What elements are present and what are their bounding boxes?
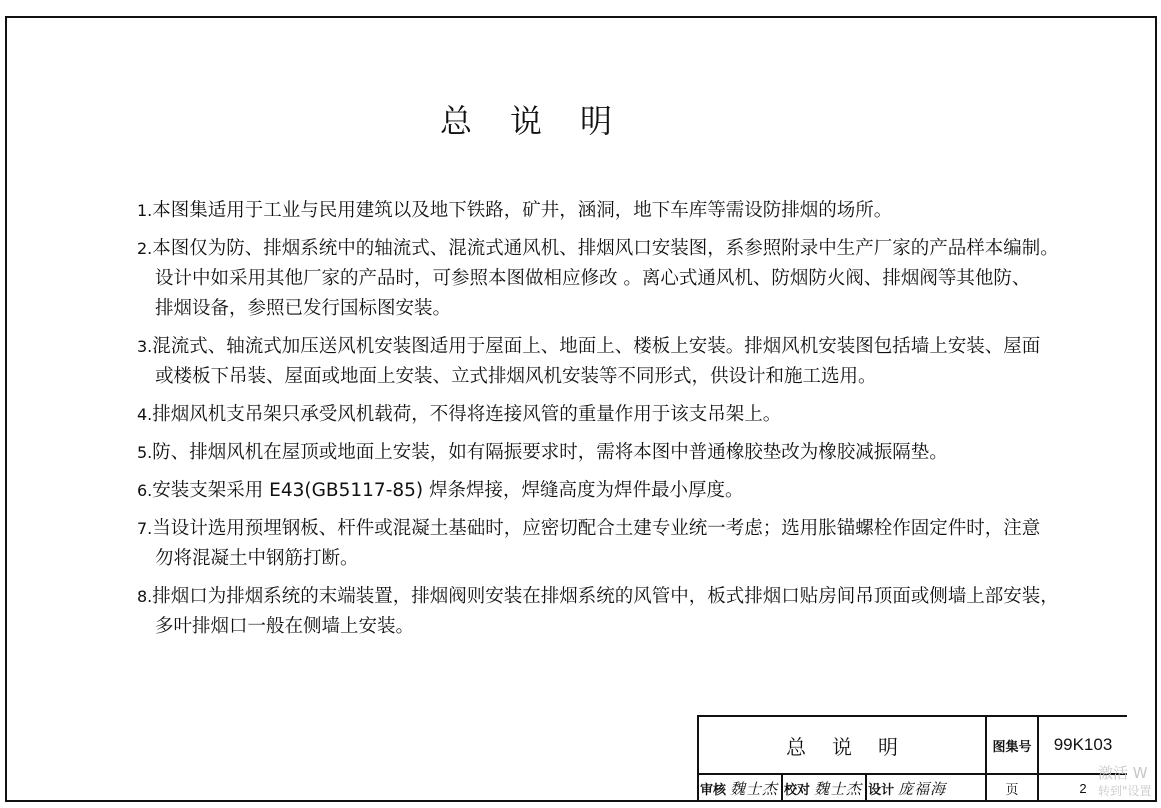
watermark-line: 激活 W: [1098, 764, 1148, 782]
note-number: 8.: [137, 587, 153, 606]
title-block: [697, 715, 1127, 801]
note-text: 防、排烟风机在屋顶或地面上安装，如有隔振要求时，需将本图中普通橡胶垫改为橡胶减振隔垫。: [152, 442, 948, 463]
note-item: [137, 400, 1037, 430]
watermark-line: 转到"设置: [1098, 784, 1152, 798]
note-number: 7.: [137, 519, 153, 538]
design-label: 设计: [868, 782, 895, 798]
note-item: [137, 476, 1037, 506]
note-item: [137, 514, 1041, 574]
note-text: 安装支架采用 E43(GB5117-85) 焊条焊接，焊缝高度为焊件最小厚度。: [152, 480, 744, 501]
review-signature: 魏士杰: [730, 779, 779, 798]
note-item: [137, 234, 1059, 324]
note-text: 多叶排烟口一般在侧墙上安装。: [155, 616, 415, 637]
page-label: 页: [987, 775, 1039, 801]
note-number: 6.: [137, 481, 153, 500]
note-item: [137, 196, 1037, 226]
notes-list: [137, 196, 1059, 650]
note-item: [137, 582, 1059, 642]
signature-row: [699, 775, 987, 801]
page-title: 总说明: [439, 102, 650, 140]
check-label: 校对: [784, 782, 811, 798]
check-signature: 魏士杰: [814, 779, 863, 798]
atlas-number: 99K103: [1039, 717, 1127, 775]
note-number: 3.: [137, 337, 153, 356]
note-text: 排烟风机支吊架只承受风机载荷，不得将连接风管的重量作用于该支吊架上。: [152, 404, 782, 425]
note-text: 勿将混凝土中钢筋打断。: [155, 548, 359, 569]
note-item: [137, 332, 1041, 392]
review-label: 审核: [700, 782, 727, 798]
note-number: 2.: [137, 239, 153, 258]
note-text: 排烟设备，参照已发行国标图安装。: [155, 298, 452, 319]
note-text: 或楼板下吊装、屋面或地面上安装、立式排烟风机安装等不同形式，供设计和施工选用。: [155, 366, 877, 387]
note-item: [137, 438, 1037, 468]
design-signature: 庞福海: [898, 779, 947, 798]
note-number: 1.: [137, 201, 153, 220]
note-number: 5.: [137, 443, 153, 462]
note-text: 排烟口为排烟系统的末端装置，排烟阀则安装在排烟系统的风管中，板式排烟口贴房间吊顶面或侧墙上部安装，: [152, 586, 1059, 607]
page-number: 2: [1079, 780, 1087, 796]
activation-watermark: [1098, 764, 1161, 800]
note-text: 当设计选用预埋钢板、杆件或混凝土基础时，应密切配合土建专业统一考虑；选用胀锚螺栓作固定件时，注意: [152, 518, 1041, 539]
note-text: 设计中如采用其他厂家的产品时，可参照本图做相应修改 。离心式通风机、防烟防火阀、排烟阀等其他防、: [155, 268, 1031, 289]
note-number: 4.: [137, 405, 153, 424]
note-text: 本图集适用于工业与民用建筑以及地下铁路，矿井，涵洞，地下车库等需设防排烟的场所。: [152, 200, 893, 221]
note-text: 本图仅为防、排烟系统中的轴流式、混流式通风机、排烟风口安装图，系参照附录中生产厂家的产品样本编制。: [152, 238, 1059, 259]
note-text: 混流式、轴流式加压送风机安装图适用于屋面上、地面上、楼板上安装。排烟风机安装图包括墙上安装、屋面: [152, 336, 1041, 357]
drawing-name: 总说明: [699, 717, 987, 775]
atlas-number-label: 图集号: [987, 717, 1039, 775]
